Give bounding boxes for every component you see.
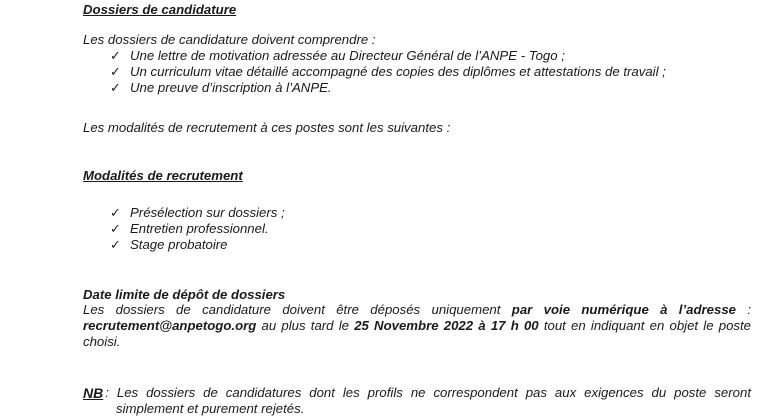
heading-modalites-recrutement: Modalités de recrutement	[83, 168, 243, 183]
heading-dossiers-candidature: Dossiers de candidature	[83, 2, 237, 17]
check-icon: ✓	[110, 48, 122, 63]
list-item: Une preuve d’inscription à l’ANPE.	[130, 80, 332, 95]
deadline-datetime: 25 Novembre 2022 à 17 h 00	[354, 318, 539, 333]
check-icon: ✓	[110, 221, 122, 236]
deadline-text-2: au plus tard le	[256, 318, 355, 333]
list-item: Stage probatoire	[130, 237, 228, 252]
nb-text-2: simplement et purement rejetés.	[116, 401, 305, 416]
nb-label: NB	[83, 385, 104, 401]
deadline-paragraph	[83, 302, 751, 350]
nb-note	[83, 385, 751, 417]
list-item: Une lettre de motivation adressée au Directeur Général de l’ANPE - Togo ;	[130, 48, 565, 63]
deadline-text-1: Les dossiers de candidature doivent être déposés uniquement	[83, 302, 512, 317]
check-icon: ✓	[110, 237, 122, 252]
list-item: Présélection sur dossiers ;	[130, 205, 285, 220]
outro-text: Les modalités de recrutement à ces postes sont les suivantes :	[83, 120, 451, 135]
check-icon: ✓	[110, 64, 122, 79]
email-address: recrutement@anpetogo.org	[83, 318, 257, 333]
heading-date-limite: Date limite de dépôt de dossiers	[83, 287, 286, 302]
check-icon: ✓	[110, 205, 122, 220]
deadline-line-1	[83, 302, 751, 318]
nb-line-1	[83, 385, 751, 401]
deadline-method: par voie numérique à l’adresse	[511, 302, 736, 317]
deadline-line-2	[83, 318, 751, 334]
deadline-line-3: choisi.	[83, 334, 121, 349]
deadline-colon: :	[736, 302, 752, 317]
list-item: Un curriculum vitae détaillé accompagné des copies des diplômes et attestations de travail ;	[130, 64, 666, 79]
deadline-text-3: tout en indiquant en objet le poste	[538, 318, 752, 333]
nb-text-1: : Les dossiers de candidatures dont les profils ne correspondent pas aux exigences du poste seront	[105, 385, 751, 400]
intro-text: Les dossiers de candidature doivent comprendre :	[83, 32, 376, 47]
check-icon: ✓	[110, 80, 122, 95]
list-item: Entretien professionnel.	[130, 221, 269, 236]
